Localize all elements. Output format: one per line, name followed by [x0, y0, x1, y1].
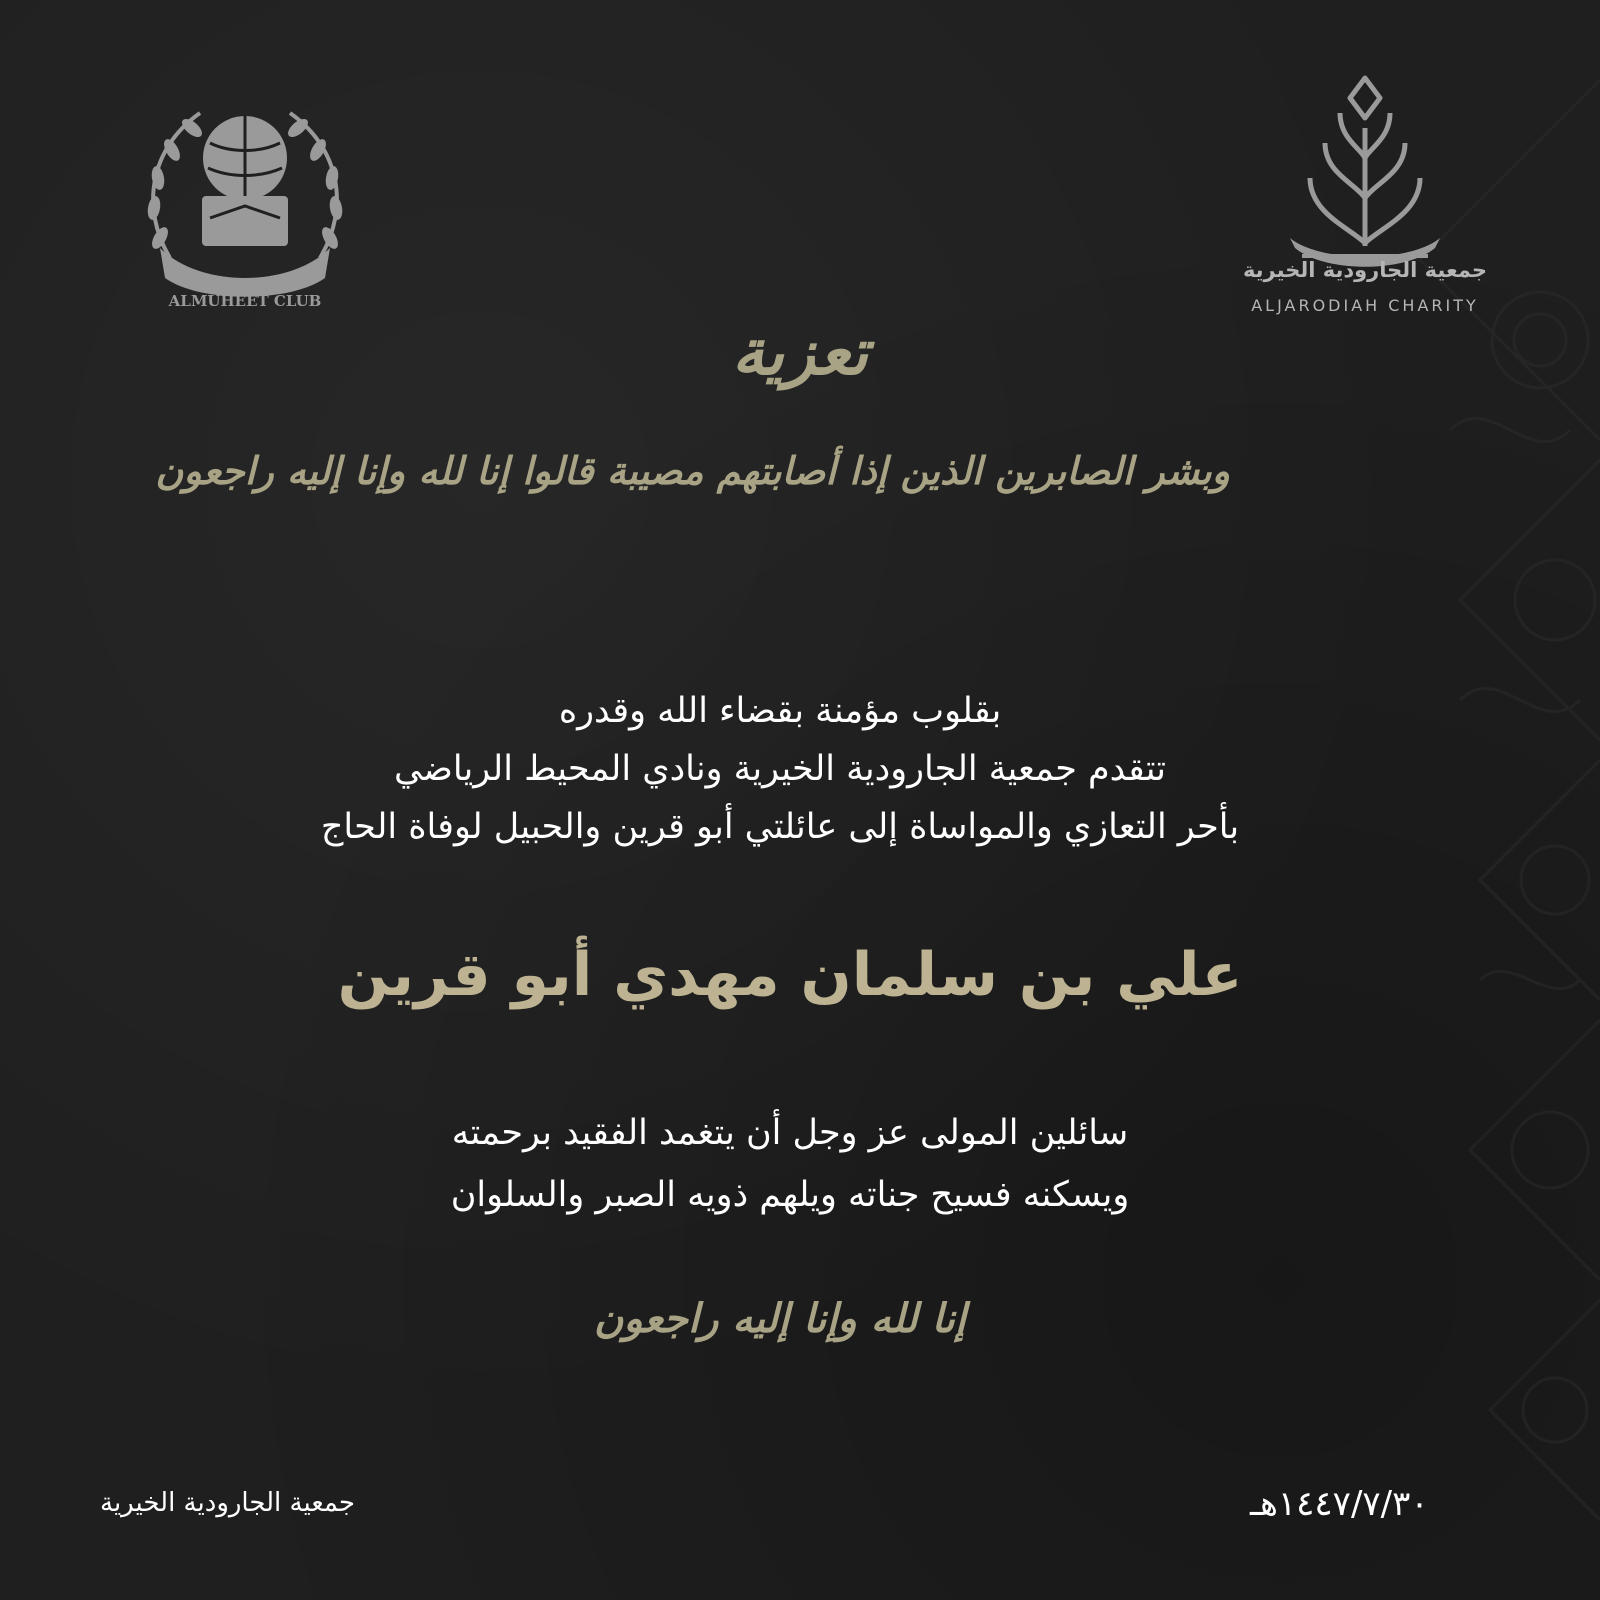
footer-organization: جمعية الجارودية الخيرية [100, 1488, 355, 1518]
svg-text:ALMUHEET CLUB: ALMUHEET CLUB [168, 292, 322, 310]
almuheet-club-emblem-icon [130, 88, 360, 318]
condolence-message [150, 682, 1410, 856]
message-line: تتقدم جمعية الجارودية الخيرية ونادي المحيط الرياضي [393, 749, 1167, 789]
wheat-charity-logo-icon [1230, 68, 1500, 328]
message-line: بأحر التعازي والمواساة إلى عائلتي أبو قرين والحبيل لوفاة الحاج [320, 807, 1240, 847]
quran-verse: وبشر الصابرين الذين إذا أصابتهم مصيبة قالوا إنا لله وإنا إليه راجعون [155, 448, 1230, 493]
prayer-message [200, 1102, 1380, 1226]
page-title: تعزية [731, 315, 869, 390]
charity-name-arabic: جمعية الجارودية الخيرية [1242, 258, 1488, 282]
closing-phrase: إنا لله وإنا إليه راجعون [593, 1295, 967, 1342]
message-line: بقلوب مؤمنة بقضاء الله وقدره [558, 691, 1002, 731]
footer-date: ١٤٤٧/٧/٣٠هـ [1250, 1484, 1429, 1524]
charity-name-english: ALJARODIAH CHARITY [1251, 296, 1479, 315]
deceased-name: علي بن سلمان مهدي أبو قرين [337, 940, 1243, 1010]
prayer-line: سائلين المولى عز وجل أن يتغمد الفقيد برحمته [451, 1113, 1129, 1153]
prayer-line: ويسكنه فسيح جناته ويلهم ذويه الصبر والسلوان [450, 1175, 1130, 1215]
